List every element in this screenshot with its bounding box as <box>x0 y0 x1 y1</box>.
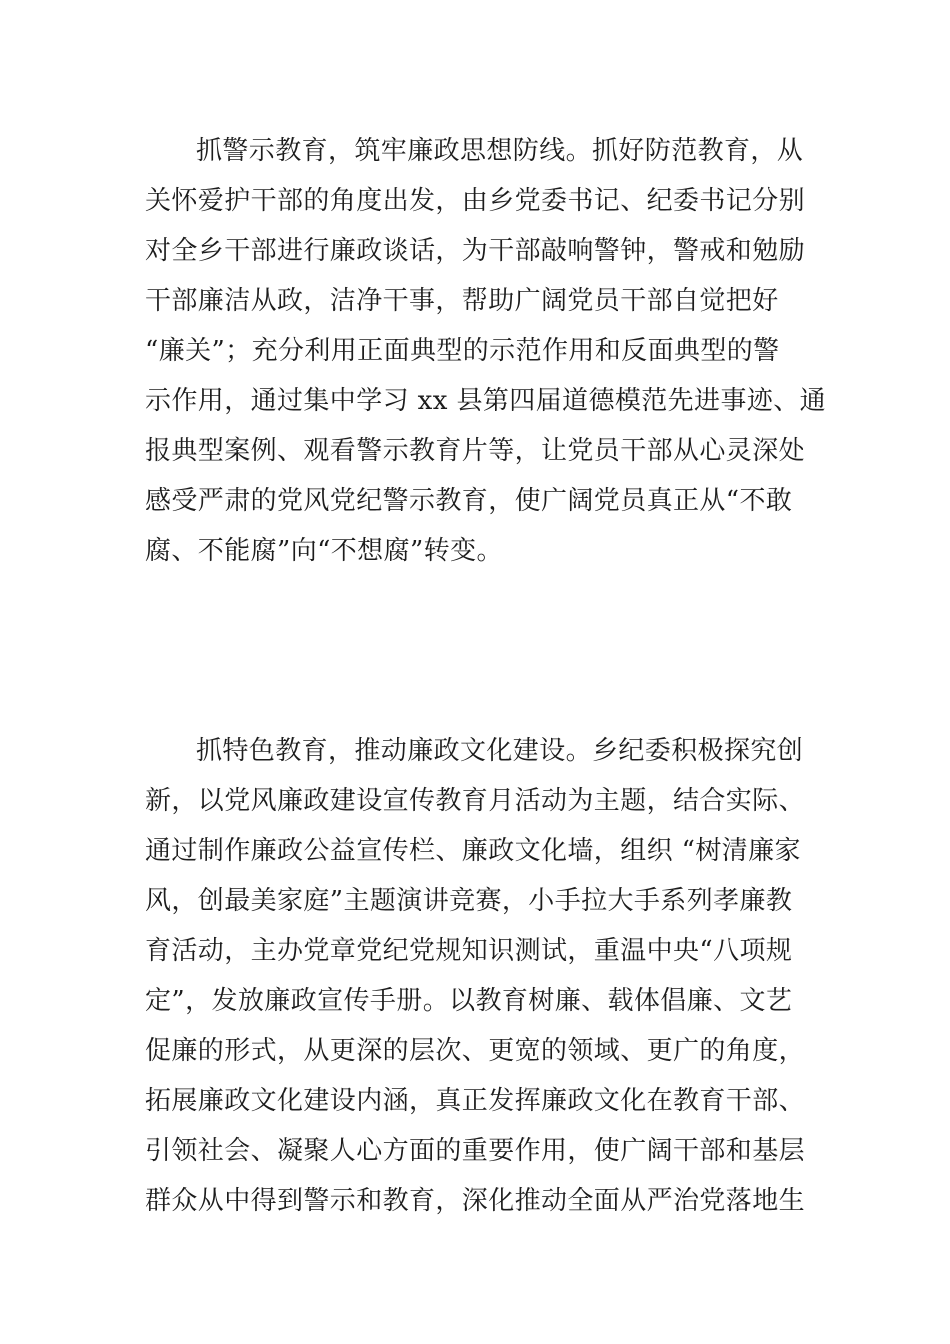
paragraph-line: 风，创最美家庭”主题演讲竞赛，小手拉大手系列孝廉教 <box>145 886 793 916</box>
paragraph-line: “廉关”；充分利用正面典型的示范作用和反面典型的警 <box>145 336 780 366</box>
paragraph-line: 感受严肃的党风党纪警示教育，使广阔党员真正从“不敢 <box>145 486 793 516</box>
paragraph-line: 拓展廉政文化建设内涵，真正发挥廉政文化在教育干部、 <box>145 1086 806 1116</box>
paragraph-line: 干部廉洁从政，洁净干事，帮助广阔党员干部自觉把好 <box>145 286 779 316</box>
paragraph-line: 定”，发放廉政宣传手册。以教育树廉、载体倡廉、文艺 <box>145 986 793 1016</box>
paragraph-line: 对全乡干部进行廉政谈话，为干部敲响警钟，警戒和勉励 <box>145 236 806 266</box>
paragraph-line: 育活动，主办党章党纪党规知识测试，重温中央“八项规 <box>145 936 793 966</box>
paragraph-line: 促廉的形式，从更深的层次、更宽的领域、更广的角度， <box>145 1036 806 1066</box>
paragraph-line: 抓特色教育，推动廉政文化建设。乡纪委积极探究创 <box>196 736 804 766</box>
paragraph-line: 通过制作廉政公益宣传栏、廉政文化墙，组织 “树清廉家 <box>145 836 801 866</box>
paragraph-line: 报典型案例、观看警示教育片等，让党员干部从心灵深处 <box>145 436 806 466</box>
paragraph-line: 新，以党风廉政建设宣传教育月活动为主题，结合实际、 <box>145 786 806 816</box>
paragraph-line: 引领社会、凝聚人心方面的重要作用，使广阔干部和基层 <box>145 1136 806 1166</box>
paragraph-line: 抓警示教育，筑牢廉政思想防线。抓好防范教育，从 <box>196 136 804 166</box>
paragraph-line: 关怀爱护干部的角度出发，由乡党委书记、纪委书记分别 <box>145 186 806 216</box>
paragraph-line: 示作用，通过集中学习 xx 县第四届道德模范先进事迹、通 <box>145 386 827 416</box>
paragraph-line: 腐、不能腐”向“不想腐”转变。 <box>145 536 503 566</box>
paragraph-line: 群众从中得到警示和教育，深化推动全面从严治党落地生 <box>145 1186 806 1216</box>
